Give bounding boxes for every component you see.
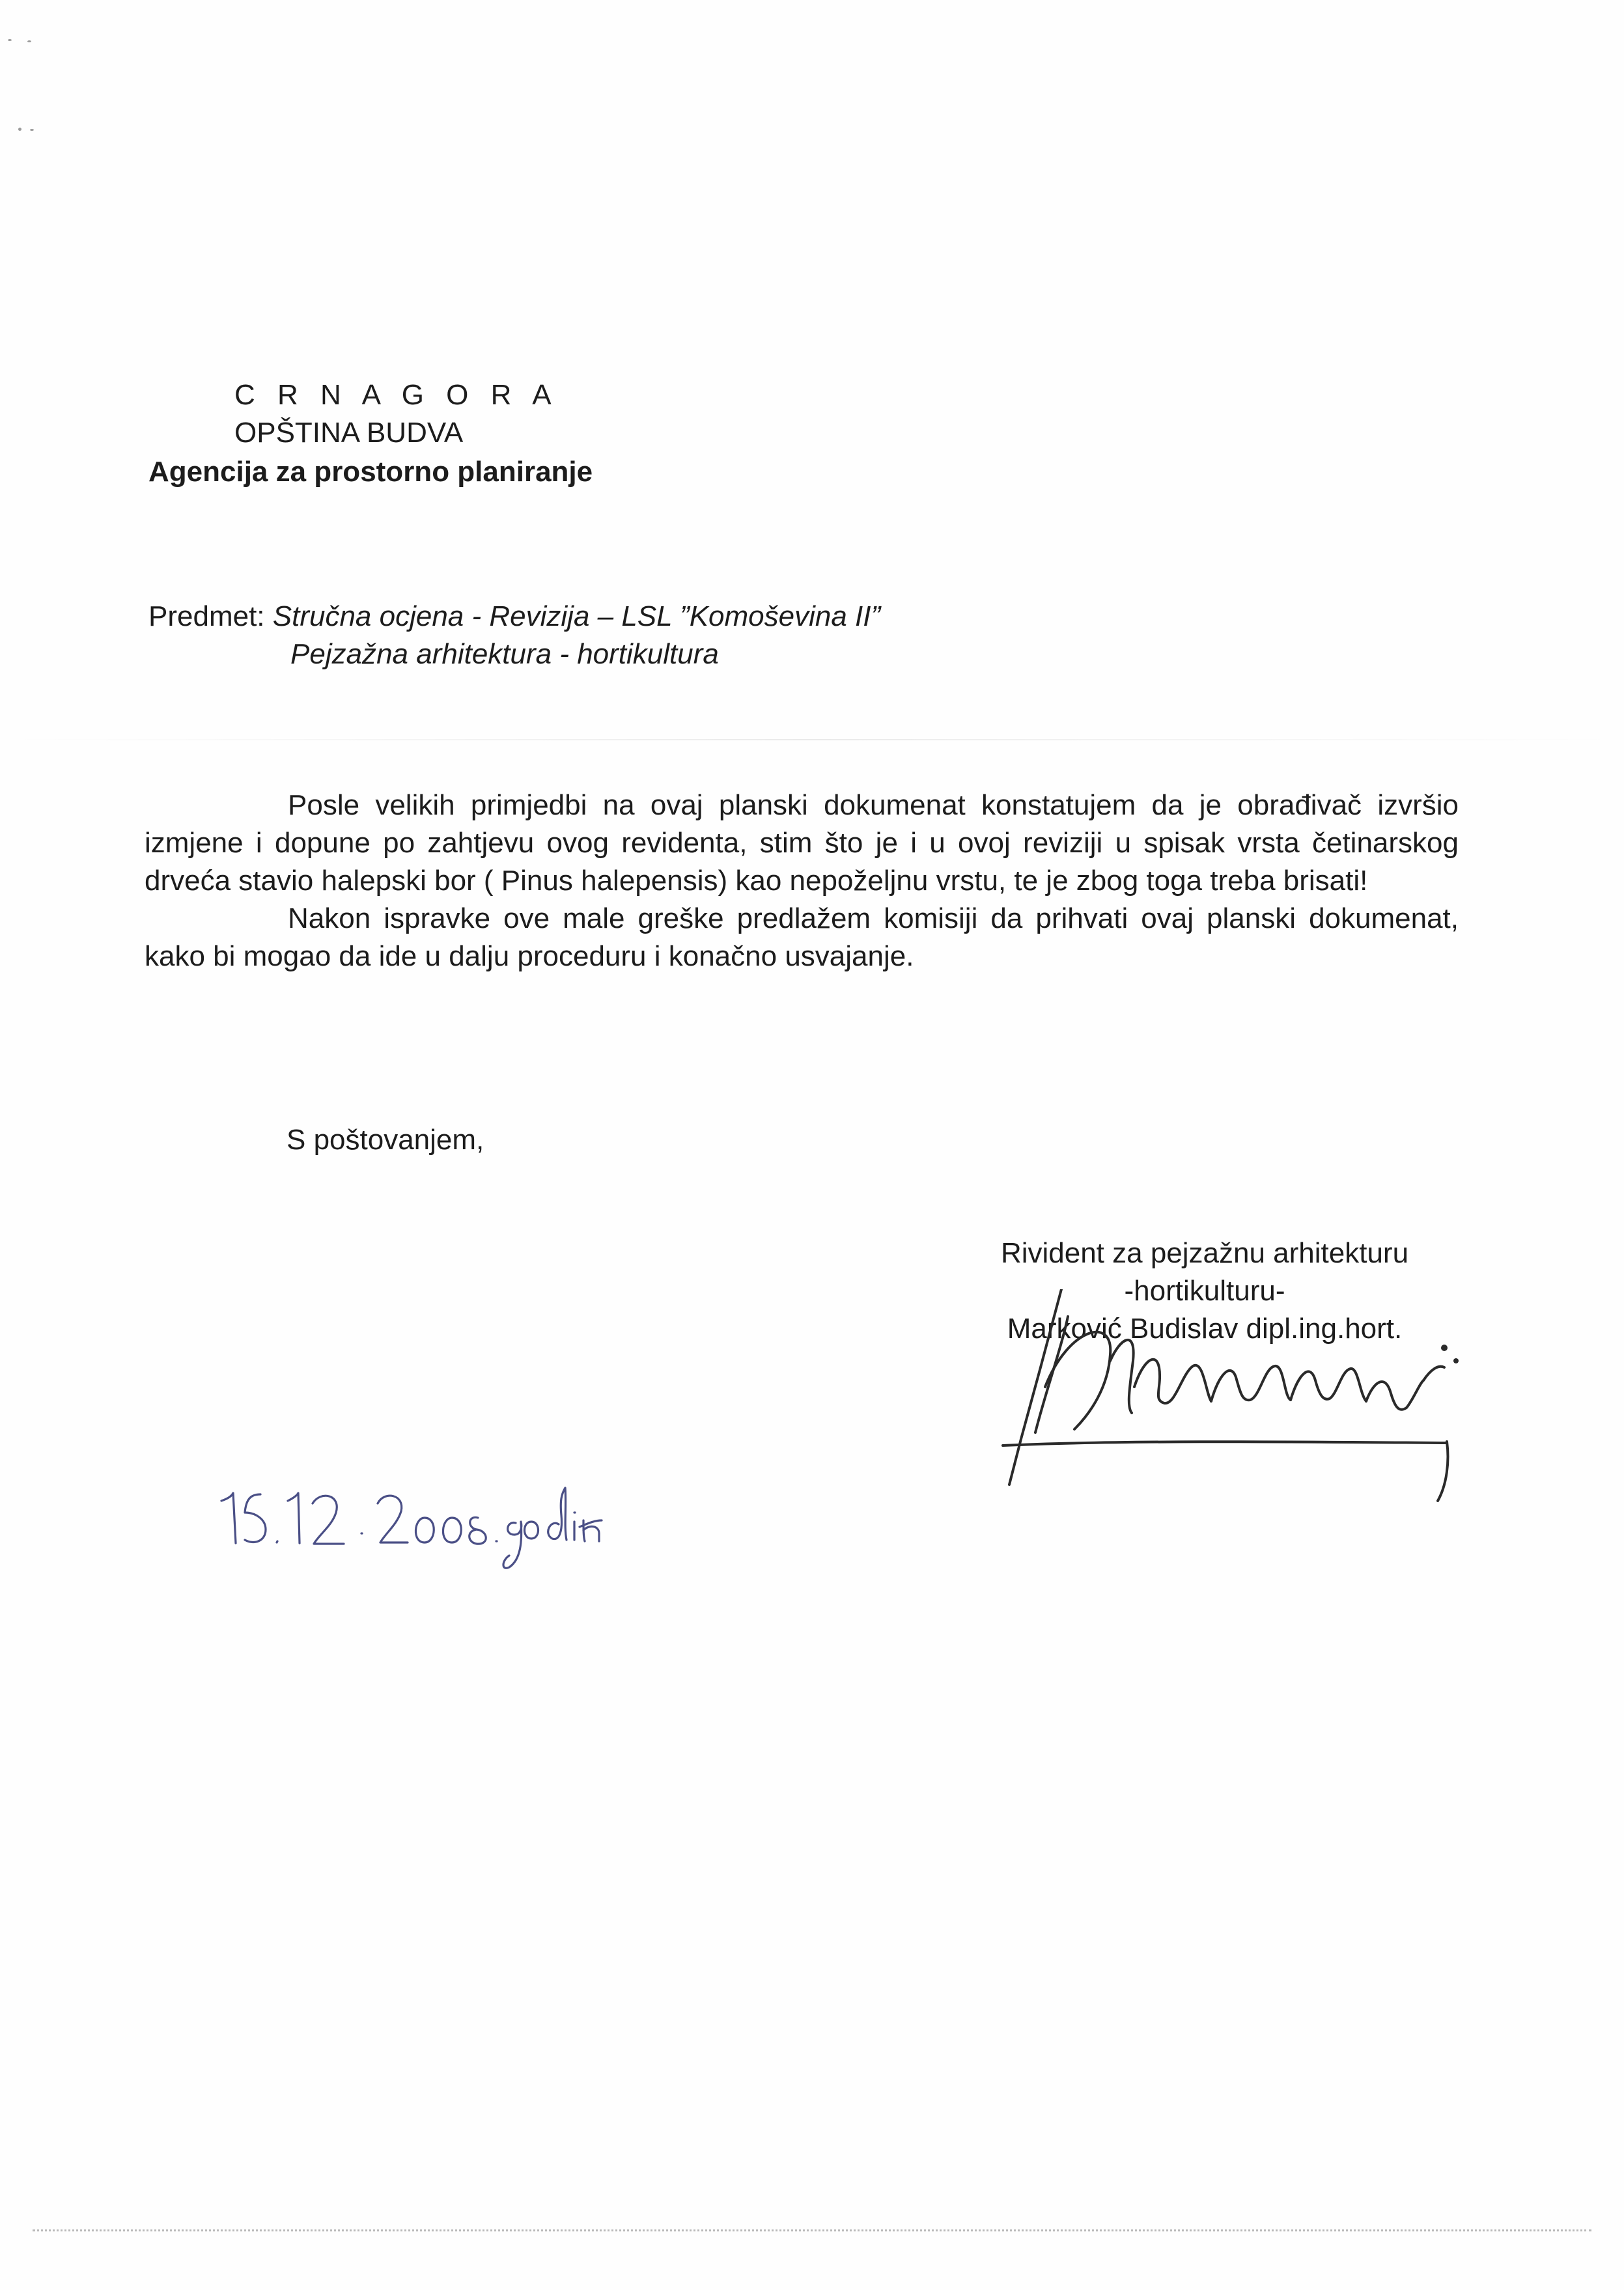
subject-title: Stručna ocjena - Revizija – LSL ”Komoševina II” <box>272 600 881 632</box>
paper-speck <box>30 129 34 131</box>
subject-label: Predmet: <box>148 600 265 632</box>
paper-speck <box>27 40 31 42</box>
header-municipality: OPŠTINA BUDVA <box>234 417 464 449</box>
paper-speck <box>18 128 21 131</box>
signatory-title-2: -hortikulturu- <box>1124 1275 1285 1307</box>
body-paragraph-1: Posle velikih primjedbi na ovaj planski dokumenat konstatujem da je obrađivač izvršio izmjene i dopune po zahtjevu ovog revidenta, stim što je i u ovoj reviziji u spisak vrsta četinarskog drveća stavio halepski bor ( Pinus halepensis) kao nepoželjnu vrstu, te je zbog toga treba brisati! <box>145 789 1459 897</box>
handwritten-date <box>215 1481 606 1579</box>
closing-salutation: S poštovanjem, <box>287 1124 484 1156</box>
page-bottom-edge <box>33 2229 1591 2231</box>
subject-line-2: Pejzažna arhitektura - hortikultura <box>290 638 719 670</box>
signatory-name: Marković Budislav dipl.ing.hort. <box>1007 1313 1403 1345</box>
subject-line-1 <box>148 598 880 635</box>
body-paragraph-2: Nakon ispravke ove male greške predlažem komisiji da prihvati ovaj planski dokumenat, kako bi mogao da ide u dalju proceduru i konačno usvajanje. <box>145 902 1459 972</box>
signatory-title-1: Rivident za pejzažnu arhitekturu <box>1000 1237 1409 1269</box>
letter-body <box>145 787 1459 975</box>
paper-speck <box>8 39 12 41</box>
header-country: C R N A G O R A <box>234 379 559 411</box>
handwritten-signature <box>964 1289 1472 1504</box>
paper-fold-line <box>0 739 1624 740</box>
header-agency: Agencija za prostorno planiranje <box>148 456 593 488</box>
